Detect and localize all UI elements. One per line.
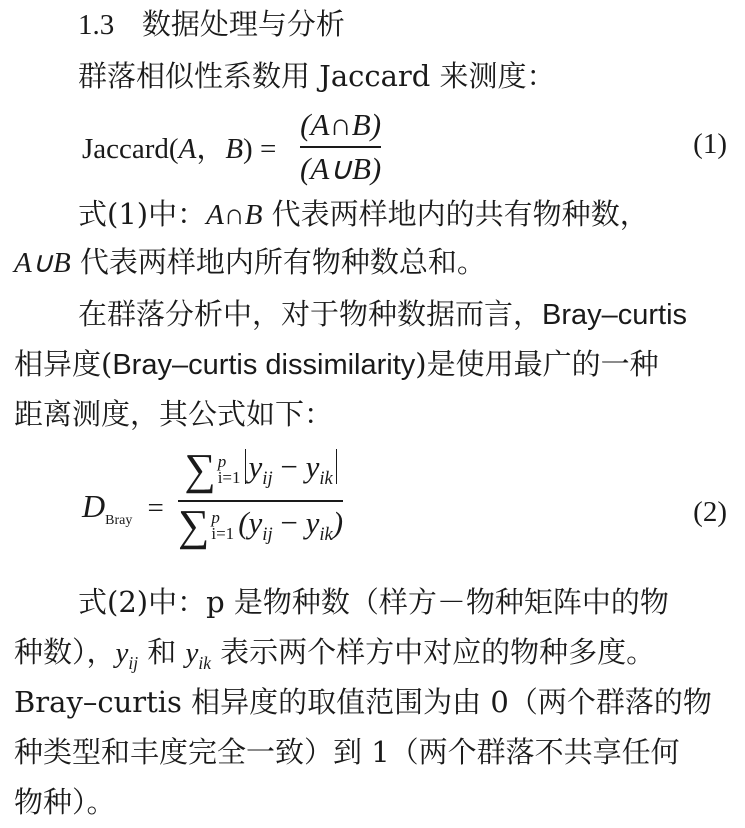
eq2-sum-upper-bottom: p [211, 508, 220, 528]
eq2-num-sub1: ij [262, 468, 273, 490]
para-bray-text-2a: 相异度( [14, 347, 113, 381]
eq2-den-y1: y [248, 505, 263, 541]
para-eq1-prefix: 式(1)中： [78, 197, 207, 231]
eq2-num-y1: y [248, 449, 263, 485]
para-bray-line-2 [14, 344, 659, 385]
eq1-lhs-sep: ， [196, 131, 226, 165]
eq2-num-y2: y [305, 449, 320, 485]
eq2-fraction [178, 445, 344, 555]
para-bray-latin-1: Bray–curtis [542, 299, 688, 331]
para-eq2-line-5: 物种）。 [14, 785, 116, 819]
section-title: 数据处理与分析 [141, 7, 345, 41]
eq1-numerator: (A∩B) [300, 107, 382, 142]
eq2-num-minus: − [280, 449, 298, 485]
eq2-num-sub2: ik [319, 468, 333, 490]
eq1-fraction-bar [300, 146, 381, 148]
eq2-lhs-sub: Bray [105, 512, 133, 528]
eq2-den-minus: − [280, 505, 298, 541]
para-bray-line-3: 距离测度，其公式如下： [14, 397, 334, 431]
eq1-lhs-suffix: ) = [243, 133, 277, 165]
para-eq2-line-1: 式(2)中：p 是物种数（样方－物种矩阵中的物 [78, 585, 669, 619]
eq1-label: (1) [693, 128, 727, 160]
para-eq2-line-2 [14, 632, 655, 683]
eq2-label: (2) [693, 496, 727, 528]
section-heading [78, 4, 345, 45]
eq2-sum-lower-top: i=1 [217, 468, 241, 487]
para-eq1-text-2: 代表两样地内所有物种数总和。 [70, 245, 486, 279]
para-eq2-text-2b: 和 [138, 635, 186, 669]
para-eq2-line-3: Bray–curtis 相异度的取值范围为由 0（两个群落的物 [14, 685, 712, 719]
para-eq2-text-2a: 种数）， [14, 635, 116, 669]
eq2-den-y2: y [305, 505, 320, 541]
eq2-numerator [184, 445, 336, 498]
para-eq1-text-1: 代表两样地内的共有物种数， [262, 197, 649, 231]
eq2-den-sub2: ik [319, 524, 333, 546]
para-eq1-line-2 [14, 242, 486, 283]
para-eq2-y2-sub: ik [198, 652, 211, 673]
eq1-lhs-a: A [178, 133, 197, 165]
eq2-equals: = [147, 492, 164, 524]
para-eq2-line-4: 种类型和丰度完全一致）到 1（两个群落不共享任何 [14, 735, 680, 769]
section-number: 1.3 [78, 9, 115, 41]
para-eq2-text-2c: 表示两个样方中对应的物种多度。 [210, 635, 656, 669]
eq2-denominator: ∑ p i=1 $(y_{ij} - y_{ik})$ [178, 501, 344, 551]
eq2-lhs: D [82, 488, 106, 524]
eq2-sum-symbol-bottom: ∑ [178, 501, 210, 551]
eq2-sum-upper-top: p [217, 452, 227, 471]
para-eq2-y1: y [115, 637, 129, 669]
eq2-sum-lower-bottom: i=1 [211, 524, 235, 544]
eq1-denominator: (A∪B) [300, 151, 382, 186]
eq2-sum-symbol-top: ∑ [184, 445, 216, 494]
para-eq1-line-1 [78, 194, 649, 235]
intro-jaccard: 群落相似性系数用 Jaccard 来测度： [78, 59, 556, 93]
para-bray-latin-2: Bray–curtis dissimilarity [112, 349, 416, 381]
para-eq2-y2: y [185, 637, 199, 669]
para-eq1-math-intersection: A∩B [206, 199, 263, 231]
para-eq2-y1-sub: ij [128, 652, 139, 673]
eq1-lhs-b: B [225, 133, 244, 165]
eq2-den-sub1: ij [262, 524, 273, 546]
eq1-fraction [300, 106, 381, 188]
para-bray-text-2b: )是使用最广的一种 [415, 347, 659, 381]
para-bray-text-1: 在群落分析中，对于物种数据而言， [78, 297, 543, 331]
para-bray-line-1 [78, 294, 687, 335]
para-eq1-math-union: A∪B [14, 247, 71, 279]
eq1-lhs-prefix: Jaccard( [82, 133, 179, 165]
